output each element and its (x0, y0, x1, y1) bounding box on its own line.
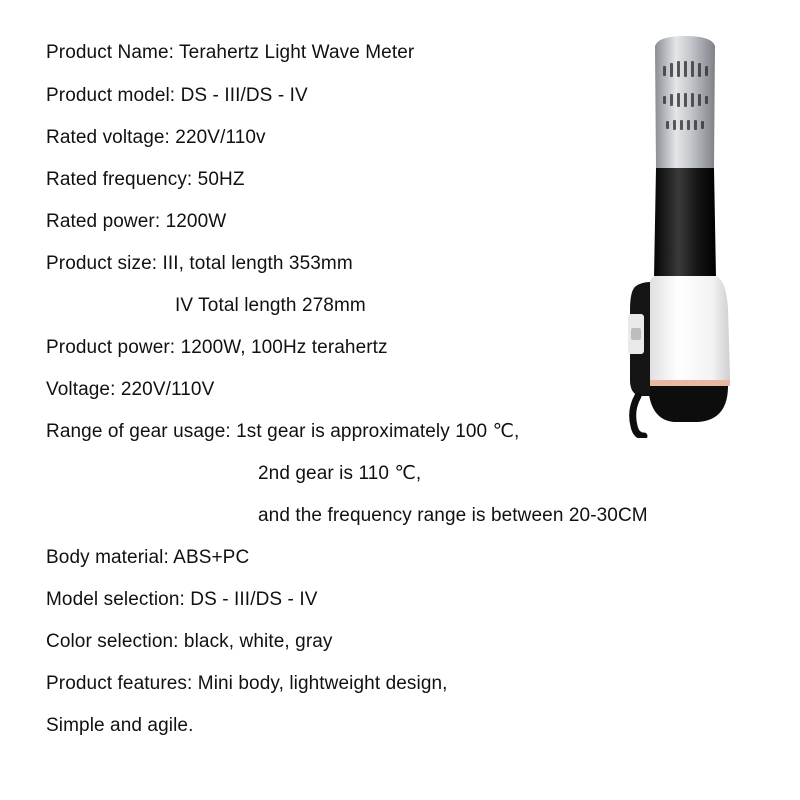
spec-frequency-range: and the frequency range is between 20-30CM (258, 505, 648, 526)
spec-rated-voltage: Rated voltage: 220V/110v (46, 127, 266, 148)
spec-product-size: Product size: III, total length 353mm (46, 253, 353, 274)
spec-rated-frequency: Rated frequency: 50HZ (46, 169, 245, 190)
spec-product-name: Product Name: Terahertz Light Wave Meter (46, 42, 415, 63)
spec-model-selection: Model selection: DS - III/DS - IV (46, 589, 318, 610)
spec-product-features: Product features: Mini body, lightweight design, (46, 673, 448, 694)
spec-features-cont: Simple and agile. (46, 715, 194, 736)
spec-gear-range: Range of gear usage: 1st gear is approximately 100 ℃, (46, 421, 520, 442)
spec-voltage: Voltage: 220V/110V (46, 379, 215, 400)
spec-color-selection: Color selection: black, white, gray (46, 631, 333, 652)
product-image (600, 28, 750, 438)
spec-product-size-iv: IV Total length 278mm (175, 295, 366, 316)
spec-rated-power: Rated power: 1200W (46, 211, 227, 232)
spec-body-material: Body material: ABS+PC (46, 547, 250, 568)
spec-gear-2: 2nd gear is 110 ℃, (258, 463, 422, 484)
spec-product-power: Product power: 1200W, 100Hz terahertz (46, 337, 388, 358)
spec-product-model: Product model: DS - III/DS - IV (46, 85, 308, 106)
terahertz-device-icon (600, 28, 750, 438)
